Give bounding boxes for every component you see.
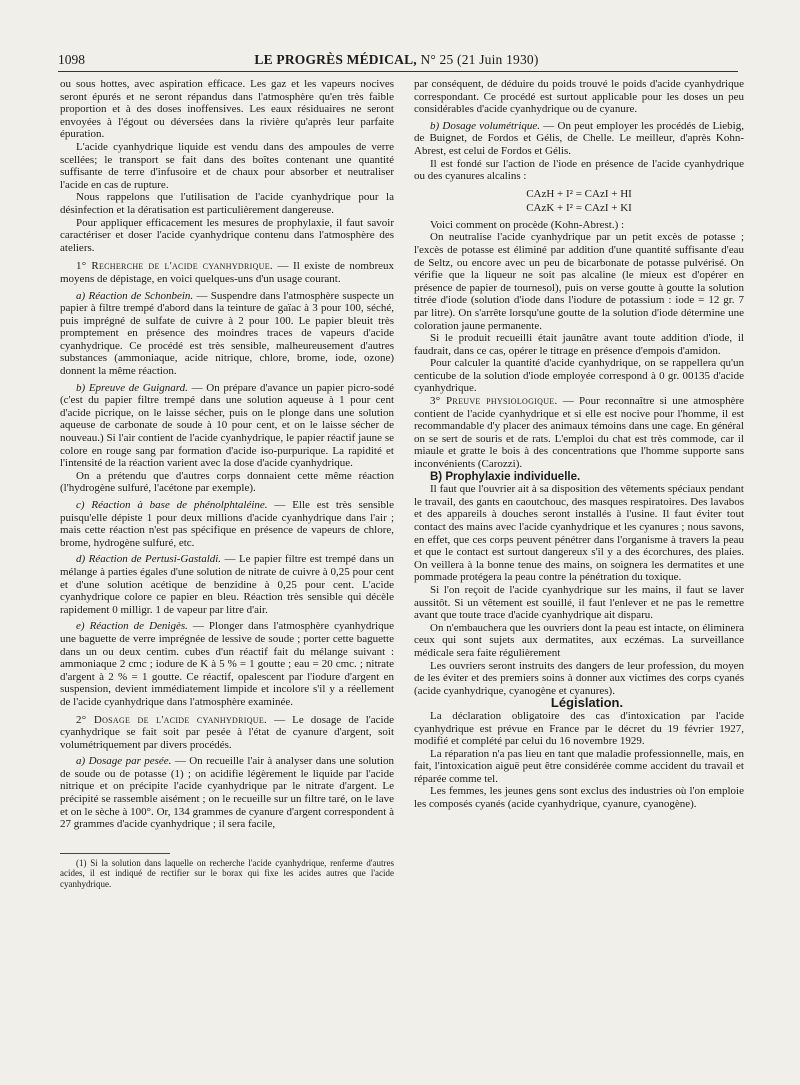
paragraph: Les ouvriers seront instruits des dangers de leur profession, du moyen de les éviter et des premiers soins à donner aux victimes des corps cyanés (acide cyanhydrique, cyanogène et cyanures). <box>414 659 744 697</box>
method-label: e) Réaction de Denigès. <box>76 620 188 633</box>
paragraph: Pour calculer la quantité d'acide cyanhydrique, on se rappellera qu'un centicube de la solution d'iode employée correspond à 0 gr. 00135 d'acide cyanhydrique. <box>414 357 744 395</box>
right-column <box>414 78 744 811</box>
paragraph: La déclaration obligatoire des cas d'intoxication par l'acide cyanhydrique est prévue en France par le décret du 19 février 1927, modifié et complété par celui du 16 novembre 1929. <box>414 709 744 748</box>
method-label: a) Dosage par pesée. <box>76 755 172 768</box>
method-e <box>60 620 394 708</box>
paragraph: par conséquent, de déduire du poids trouvé le poids d'acide cyanhydrique correspondant. Ce procédé est surtout applicable pour les doses un peu considérables d'acide cyanhydrique ou de cyanure. <box>414 78 744 116</box>
section-heading-legislation: Législation. <box>550 695 624 711</box>
method-a <box>60 290 394 378</box>
method-pesee <box>60 755 394 831</box>
paragraph: Les femmes, les jeunes gens sont exclus des industries où l'on emploie les composés cyanés (acide cyanhydrique, cyanure, cyanogène). <box>414 785 744 811</box>
section-label: 1° Recherche de l'acide cyanhydrique. <box>76 260 273 273</box>
section-text: — Pour reconnaître si une atmosphère contient de l'acide cyanhydrique et si elle est nocive pour l'homme, il est recommandable d'y placer des animaux témoins dans une cage. En général on se sert de souris et de rats. L'emploi du chat est très commode, car il miaule et gratte le bois à des concentrations que l'homme supporte sans inconvénients (Carozzi). <box>414 395 744 471</box>
paragraph: On neutralise l'acide cyanhydrique par un petit excès de potasse ; l'excès de potasse est éliminé par addition d'une quantité suffisante d'eau de Seltz, ou encore avec un peu de bicarbonate de potasse pulvérisé. On vérifie que la liqueur ne soit pas alcaline (le mieux est d'opérer en présence de papier de tournesol), puis on verse goutte à goutte la solution titrée d'iode (solution d'iode dans l'iodure de potassium : iode = 12 gr. 7 par litre). On s'arrête lorsqu'une goutte de la solution d'iode détermine une coloration jaune permanente. <box>414 231 744 332</box>
method-label: a) Réaction de Schonbein. <box>76 289 194 302</box>
paragraph: Voici comment on procède (Kohn-Abrest.) : <box>430 218 625 231</box>
section-text: — Le dosage de l'acide cyanhydrique se fait soit par pesée à l'état de cyanure d'argent, soit volumétriquement par divers procédés. <box>60 713 394 751</box>
method-label: b) Dosage volumétrique. <box>430 119 541 132</box>
issue-info: N° 25 (21 Juin 1930) <box>420 52 539 67</box>
header-rule <box>58 71 738 72</box>
section-text: — Il existe de nombreux moyens de dépistage, en voici quelques-uns d'un usage courant. <box>60 260 394 285</box>
paragraph: On a prétendu que d'autres corps donnaient cette même réaction (l'hydrogène sulfuré, l'acétone par exemple). <box>60 469 394 495</box>
paragraph: ou sous hottes, avec aspiration efficace. Les gaz et les vapeurs nocives seront épurés et ne seront répandus dans l'atmosphère qu'en très faible proportion et à des doses inoffensives. Les eaux résiduaires ne seront envoyées à l'égout ou déversées dans la rivière qu'après leur parfaite épuration. <box>60 78 394 141</box>
method-c <box>60 499 394 549</box>
left-column <box>60 78 394 889</box>
paragraph: Si l'on reçoit de l'acide cyanhydrique sur les mains, il faut se laver aussitôt. Si un vêtement est souillé, il faut l'enlever et ne pas le remettre avant que toute trace d'acide cyanhydrique ait disparu. <box>414 583 744 622</box>
paragraph: On n'embauchera que les ouvriers dont la peau est intacte, on éliminera ceux qui sont sujets aux dermatites, aux eczémas. La surveillance médicale sera faite régulièrement <box>414 621 744 659</box>
footnote-rule <box>60 853 170 854</box>
page-header <box>58 46 738 68</box>
paragraph: Il est fondé sur l'action de l'iode en présence de l'acide cyanhydrique ou des cyanures alcalins : <box>414 157 744 183</box>
method-text: — On recueille l'air à analyser dans une solution de soude ou de potasse (1) ; on acidifie légèrement le liquide par l'acide nitrique et on précipite l'acide cyanhydrique par le nitrate d'argent. Le précipité se rassemble aisément ; on le recueille sur un filtre taré, on le lave et on le sèche à 100°. Or, 134 grammes de cyanure d'argent correspondent à 27 grammes d'acide cyanhydrique ; il sera facile, <box>60 755 395 831</box>
method-label: d) Réaction de Pertusi-Gastaldi. <box>76 553 222 566</box>
method-text: — On peut employer les procédés de Liebig, de Buignet, de Fordos et Gélis, de Chelle. Le meilleur, d'après Kohn-Abrest, est celui de Fordos et Gélis. <box>414 119 744 157</box>
method-text: — Elle est très sensible puisqu'elle dépiste 1 pour deux millions d'acide cyanhydrique dans l'air ; mais cette réaction n'est pas spécifique en présence de vapeurs de chlore, brome, hydrogène sulfuré, etc. <box>60 499 394 549</box>
paragraph: L'acide cyanhydrique liquide est vendu dans des ampoules de verre scellées; le transport se fait dans des boîtes contenant une quantité suffisante de terre d'infusoire et de chaux pour absorber et neutraliser l'acide en cas de rupture. <box>60 140 394 191</box>
formula-block <box>414 187 744 215</box>
method-text: — Plonger dans l'atmosphère cyanhydrique une baguette de verre imprégnée de lessive de soude ; porter cette baguette dans un ou deux centim. cubes d'un réactif fait du mélange suivant : ammoniaque 2 cmc ; iodure de K à 5 % = 1 goutte ; eau = 20 cmc. ; nitrate d'argent à 2 % = 1 goutte. Ce réactif, opalescent par l'iodure d'argent en suspension, devient immédiatement limpide et incolore s'il y a réellement de l'acide cyanhydrique dans l'atmosphère examinée. <box>60 620 394 708</box>
journal-name: LE PROGRÈS MÉDICAL, <box>254 52 417 67</box>
section-label: 3° Preuve physiologique. <box>430 395 558 408</box>
method-text: — On prépare d'avance un papier picro-sodé (c'est du papier filtre trempé dans une solution aqueuse à 1 pour cent d'acide picrique, on le laisse sécher, puis on le plonge dans une solution aqueuse de carbonate de soude à 10 pour cent, et on le laisse sécher de nouveau.) Si l'air contient de l'acide cyanhydrique, le papier réactif jaune se colore en rouge sang par formation d'acide iso-purpurique. La rapidité et l'intensité de la réaction varient avec la dose d'acide cyanhydrique. <box>60 381 394 470</box>
footnote: (1) Si la solution dans laquelle on recherche l'acide cyanhydrique, renferme d'autres acides, il est indiqué de rectifier sur le borax qui fixe les acides autres que l'acide cyanhydrique. <box>60 857 394 889</box>
paragraph: La réparation n'a pas lieu en tant que maladie professionnelle, mais, en fait, l'intoxication aiguë peut être considérée comme accident du travail et réparée comme tel. <box>414 747 744 785</box>
method-b <box>60 382 394 470</box>
journal-title <box>254 52 538 68</box>
formula-line: CAzH + I² = CAzI + HI <box>526 187 632 200</box>
paragraph: Si le produit recueilli était jaunâtre avant toute addition d'iode, il faudrait, dans ce cas, opérer le titrage en présence d'empois d'amidon. <box>414 332 744 357</box>
section-preuve <box>414 395 744 471</box>
section-label: 2° Dosage de l'acide cyanhydrique. <box>76 713 268 726</box>
method-d <box>60 553 394 616</box>
paragraph: Nous rappelons que l'utilisation de l'acide cyanhydrique pour la désinfection et la dératisation est particulièrement dangereuse. <box>60 191 394 216</box>
page-number: 1098 <box>58 52 85 67</box>
method-text: — Suspendre dans l'atmosphère suspecte un papier à filtre trempé d'abord dans la teinture de gaïac à 3 pour 100, séché, puis imprégné de sulfate de cuivre à 2 pour 100. Le papier bleuit très promptement en présence des moindres traces de vapeurs d'acide cyanhydrique. Ce procédé est très sensible, malheureusement d'autres substances (ammoniaque, acide nitrique, chlore, brome, iode, ozone) donnent la même réaction. <box>60 289 394 378</box>
method-text: — Le papier filtre est trempé dans un mélange à parties égales d'une solution de nitrate de cuivre à 0,25 pour cent et d'une solution acétique de benzidine à 0,25 pour cent. L'acide cyanhydrique colore ce papier en bleu. Réaction très sensible qui décèle rapidement 0 milligr. 1 de vapeur par litre d'air. <box>60 553 394 616</box>
subheading-prophylaxie: B) Prophylaxie individuelle. <box>430 470 581 483</box>
paragraph: Il faut que l'ouvrier ait à sa disposition des vêtements spéciaux pendant le travail, des gants en caoutchouc, des masques respiratoires. Des lavabos et des appareils à douches seront installés à l'usine. Il faut éviter tout contact des mains avec l'acide cyanhydrique et les cyanures ; nous savons, en effet, que ces corps peuvent pénétrer dans l'organisme à travers la peau et que le contact est surtout dangereux s'il y a des écorchures, des plaies. On veillera à la bonne tenue des mains, on soignera les dermatites et une pommade protégera la peau contre la pénétration du toxique. <box>414 483 744 584</box>
section-dosage <box>60 714 394 752</box>
method-volumetrique <box>414 120 744 158</box>
section-recherche <box>60 260 394 285</box>
formula-line: CAzK + I² = CAzI + KI <box>526 201 632 214</box>
method-label: b) Epreuve de Guignard. <box>76 381 188 394</box>
paragraph: Pour appliquer efficacement les mesures de prophylaxie, il faut savoir caractériser et doser l'acide cyanhydrique contenu dans l'atmosphère des ateliers. <box>60 216 394 254</box>
method-label: c) Réaction à base de phénolphtaléine. <box>76 499 268 511</box>
